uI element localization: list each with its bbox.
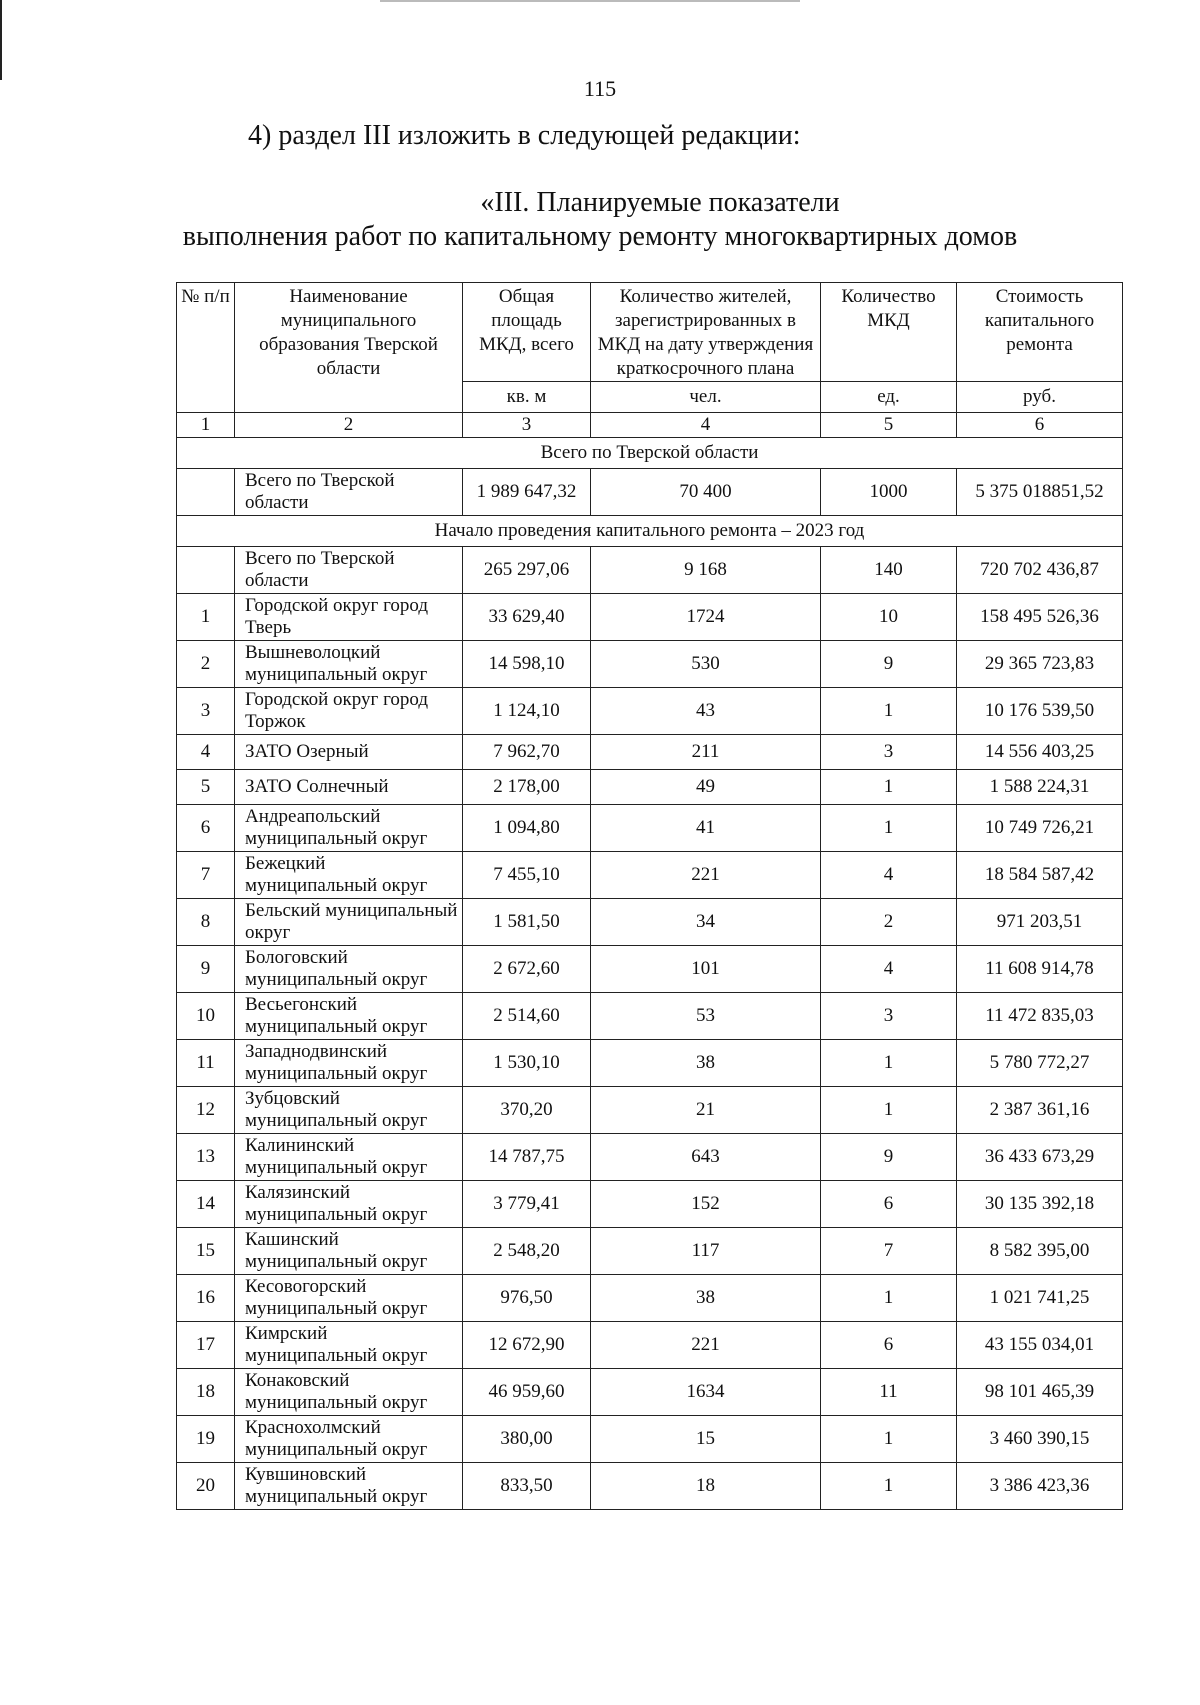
- cell-residents: 530: [591, 641, 821, 688]
- cell-area: 7 962,70: [463, 735, 591, 770]
- table-row: [177, 1463, 1123, 1510]
- cell-number: 8: [177, 899, 235, 946]
- cell-count: 4: [821, 852, 957, 899]
- cell-area: 1 581,50: [463, 899, 591, 946]
- col-number: 4: [591, 413, 821, 438]
- table-row: [177, 993, 1123, 1040]
- cell-area: 2 514,60: [463, 993, 591, 1040]
- cell-residents: 70 400: [591, 469, 821, 516]
- cell-residents: 18: [591, 1463, 821, 1510]
- cell-number: 5: [177, 770, 235, 805]
- indicators-table: [176, 282, 1123, 1510]
- cell-number: 1: [177, 594, 235, 641]
- cell-number: 9: [177, 946, 235, 993]
- table-row: [177, 899, 1123, 946]
- table-row: [177, 735, 1123, 770]
- cell-residents: 21: [591, 1087, 821, 1134]
- cell-name: ЗАТО Озерный: [235, 735, 463, 770]
- cell-count: 1000: [821, 469, 957, 516]
- cell-residents: 1634: [591, 1369, 821, 1416]
- table-body: [177, 594, 1123, 1510]
- cell-residents: 9 168: [591, 547, 821, 594]
- cell-area: 14 787,75: [463, 1134, 591, 1181]
- cell-area: 1 094,80: [463, 805, 591, 852]
- header-municipality: Наименование муниципального образования Тверской области: [235, 283, 463, 413]
- cell-area: 2 548,20: [463, 1228, 591, 1275]
- cell-number: 3: [177, 688, 235, 735]
- cell-name: Городской округ город Тверь: [235, 594, 463, 641]
- cell-cost: 11 608 914,78: [957, 946, 1123, 993]
- table-row: [177, 946, 1123, 993]
- table-row: [177, 1416, 1123, 1463]
- cell-residents: 34: [591, 899, 821, 946]
- table-row: [177, 805, 1123, 852]
- cell-residents: 152: [591, 1181, 821, 1228]
- table-row: [177, 1087, 1123, 1134]
- table-row: [177, 1181, 1123, 1228]
- col-number: 5: [821, 413, 957, 438]
- table-row: [177, 770, 1123, 805]
- header-mkd-count: Количество МКД: [821, 283, 957, 382]
- cell-cost: 43 155 034,01: [957, 1322, 1123, 1369]
- cell-name: Бологовский муниципальный округ: [235, 946, 463, 993]
- cell-number: 13: [177, 1134, 235, 1181]
- cell-residents: 49: [591, 770, 821, 805]
- cell-count: 11: [821, 1369, 957, 1416]
- cell-area: 2 672,60: [463, 946, 591, 993]
- cell-area: 380,00: [463, 1416, 591, 1463]
- header-residents: Количество жителей, зарегистрированных в МКД на дату утверждения краткосрочного плана: [591, 283, 821, 382]
- cell-count: 1: [821, 1416, 957, 1463]
- table-row: [177, 1275, 1123, 1322]
- intro-text: 4) раздел III изложить в следующей редакции:: [248, 120, 801, 151]
- cell-count: 1: [821, 805, 957, 852]
- cell-name: Андреапольский муниципальный округ: [235, 805, 463, 852]
- cell-count: 7: [821, 1228, 957, 1275]
- cell-name: Кесовогорский муниципальный округ: [235, 1275, 463, 1322]
- cell-area: 1 989 647,32: [463, 469, 591, 516]
- cell-count: 1: [821, 1040, 957, 1087]
- cell-residents: 38: [591, 1275, 821, 1322]
- table-row: [177, 1134, 1123, 1181]
- cell-cost: 3 386 423,36: [957, 1463, 1123, 1510]
- cell-cost: 10 176 539,50: [957, 688, 1123, 735]
- cell-count: 6: [821, 1181, 957, 1228]
- cell-residents: 117: [591, 1228, 821, 1275]
- header-cost: Стоимость капитального ремонта: [957, 283, 1123, 382]
- cell-cost: 14 556 403,25: [957, 735, 1123, 770]
- cell-name: Кувшиновский муниципальный округ: [235, 1463, 463, 1510]
- cell-area: 2 178,00: [463, 770, 591, 805]
- section-heading: Начало проведения капитального ремонта – 2023 год: [177, 516, 1123, 547]
- cell-name: Бельский муниципальный округ: [235, 899, 463, 946]
- cell-count: 1: [821, 1275, 957, 1322]
- cell-number: 10: [177, 993, 235, 1040]
- section-title-line-1: «III. Планируемые показатели: [480, 187, 840, 218]
- cell-count: 4: [821, 946, 957, 993]
- table-header-row: [177, 283, 1123, 382]
- table-row-grand-total: [177, 469, 1123, 516]
- cell-cost: 11 472 835,03: [957, 993, 1123, 1040]
- cell-area: 12 672,90: [463, 1322, 591, 1369]
- header-number: № п/п: [177, 283, 235, 413]
- table-row: [177, 1369, 1123, 1416]
- cell-residents: 43: [591, 688, 821, 735]
- cell-cost: 98 101 465,39: [957, 1369, 1123, 1416]
- cell-area: 3 779,41: [463, 1181, 591, 1228]
- cell-number: [177, 469, 235, 516]
- section-title: [0, 186, 1200, 254]
- cell-number: 20: [177, 1463, 235, 1510]
- scan-edge-line: [0, 0, 2, 80]
- cell-cost: 8 582 395,00: [957, 1228, 1123, 1275]
- cell-count: 1: [821, 1087, 957, 1134]
- section-title-line-2: выполнения работ по капитальному ремонту многоквартирных домов: [182, 221, 1018, 252]
- cell-count: 1: [821, 688, 957, 735]
- unit-area: кв. м: [463, 382, 591, 413]
- cell-count: 3: [821, 735, 957, 770]
- cell-number: [177, 547, 235, 594]
- cell-count: 1: [821, 770, 957, 805]
- cell-area: 265 297,06: [463, 547, 591, 594]
- cell-name: Всего по Тверской области: [235, 469, 463, 516]
- cell-residents: 211: [591, 735, 821, 770]
- cell-name: Зубцовский муниципальный округ: [235, 1087, 463, 1134]
- cell-cost: 29 365 723,83: [957, 641, 1123, 688]
- cell-area: 1 124,10: [463, 688, 591, 735]
- cell-count: 10: [821, 594, 957, 641]
- cell-name: Кашинский муниципальный округ: [235, 1228, 463, 1275]
- cell-cost: 10 749 726,21: [957, 805, 1123, 852]
- unit-cost: руб.: [957, 382, 1123, 413]
- cell-count: 9: [821, 1134, 957, 1181]
- cell-residents: 15: [591, 1416, 821, 1463]
- col-number: 2: [235, 413, 463, 438]
- cell-cost: 5 780 772,27: [957, 1040, 1123, 1087]
- cell-residents: 643: [591, 1134, 821, 1181]
- cell-area: 46 959,60: [463, 1369, 591, 1416]
- cell-name: Краснохолмский муниципальный округ: [235, 1416, 463, 1463]
- cell-count: 6: [821, 1322, 957, 1369]
- table-row: [177, 1322, 1123, 1369]
- table-row: [177, 641, 1123, 688]
- cell-name: Всего по Тверской области: [235, 547, 463, 594]
- table-row: [177, 594, 1123, 641]
- column-numbers-row: [177, 413, 1123, 438]
- cell-area: 370,20: [463, 1087, 591, 1134]
- cell-cost: 158 495 526,36: [957, 594, 1123, 641]
- cell-number: 18: [177, 1369, 235, 1416]
- cell-count: 2: [821, 899, 957, 946]
- cell-number: 2: [177, 641, 235, 688]
- cell-number: 19: [177, 1416, 235, 1463]
- table-row: [177, 852, 1123, 899]
- cell-residents: 221: [591, 852, 821, 899]
- cell-name: Весьегонский муниципальный округ: [235, 993, 463, 1040]
- cell-count: 140: [821, 547, 957, 594]
- cell-number: 4: [177, 735, 235, 770]
- cell-number: 6: [177, 805, 235, 852]
- cell-name: Западнодвинский муниципальный округ: [235, 1040, 463, 1087]
- cell-cost: 3 460 390,15: [957, 1416, 1123, 1463]
- cell-name: Бежецкий муниципальный округ: [235, 852, 463, 899]
- cell-count: 9: [821, 641, 957, 688]
- section-row-2023: [177, 516, 1123, 547]
- cell-number: 11: [177, 1040, 235, 1087]
- col-number: 3: [463, 413, 591, 438]
- cell-residents: 101: [591, 946, 821, 993]
- col-number: 1: [177, 413, 235, 438]
- cell-residents: 53: [591, 993, 821, 1040]
- unit-count: ед.: [821, 382, 957, 413]
- cell-name: ЗАТО Солнечный: [235, 770, 463, 805]
- cell-name: Калязинский муниципальный округ: [235, 1181, 463, 1228]
- cell-number: 15: [177, 1228, 235, 1275]
- cell-cost: 30 135 392,18: [957, 1181, 1123, 1228]
- cell-count: 1: [821, 1463, 957, 1510]
- cell-name: Городской округ город Торжок: [235, 688, 463, 735]
- cell-cost: 1 588 224,31: [957, 770, 1123, 805]
- page-number: 115: [583, 76, 617, 101]
- cell-area: 833,50: [463, 1463, 591, 1510]
- unit-residents: чел.: [591, 382, 821, 413]
- cell-name: Конаковский муниципальный округ: [235, 1369, 463, 1416]
- scan-top-line: [380, 0, 800, 2]
- cell-area: 1 530,10: [463, 1040, 591, 1087]
- cell-residents: 38: [591, 1040, 821, 1087]
- cell-name: Кимрский муниципальный округ: [235, 1322, 463, 1369]
- section-heading: Всего по Тверской области: [177, 438, 1123, 469]
- cell-area: 7 455,10: [463, 852, 591, 899]
- cell-number: 17: [177, 1322, 235, 1369]
- header-area: Общая площадь МКД, всего: [463, 283, 591, 382]
- cell-residents: 41: [591, 805, 821, 852]
- cell-cost: 18 584 587,42: [957, 852, 1123, 899]
- cell-name: Вышневолоцкий муниципальный округ: [235, 641, 463, 688]
- section-row-total: [177, 438, 1123, 469]
- cell-cost: 2 387 361,16: [957, 1087, 1123, 1134]
- cell-name: Калининский муниципальный округ: [235, 1134, 463, 1181]
- cell-residents: 1724: [591, 594, 821, 641]
- cell-cost: 36 433 673,29: [957, 1134, 1123, 1181]
- cell-number: 12: [177, 1087, 235, 1134]
- cell-area: 976,50: [463, 1275, 591, 1322]
- table-row: [177, 1228, 1123, 1275]
- table-row: [177, 688, 1123, 735]
- cell-cost: 971 203,51: [957, 899, 1123, 946]
- cell-area: 33 629,40: [463, 594, 591, 641]
- table-row: [177, 1040, 1123, 1087]
- table-row-total-2023: [177, 547, 1123, 594]
- col-number: 6: [957, 413, 1123, 438]
- cell-residents: 221: [591, 1322, 821, 1369]
- cell-number: 16: [177, 1275, 235, 1322]
- cell-cost: 5 375 018851,52: [957, 469, 1123, 516]
- cell-cost: 1 021 741,25: [957, 1275, 1123, 1322]
- cell-number: 14: [177, 1181, 235, 1228]
- cell-area: 14 598,10: [463, 641, 591, 688]
- cell-number: 7: [177, 852, 235, 899]
- cell-cost: 720 702 436,87: [957, 547, 1123, 594]
- cell-count: 3: [821, 993, 957, 1040]
